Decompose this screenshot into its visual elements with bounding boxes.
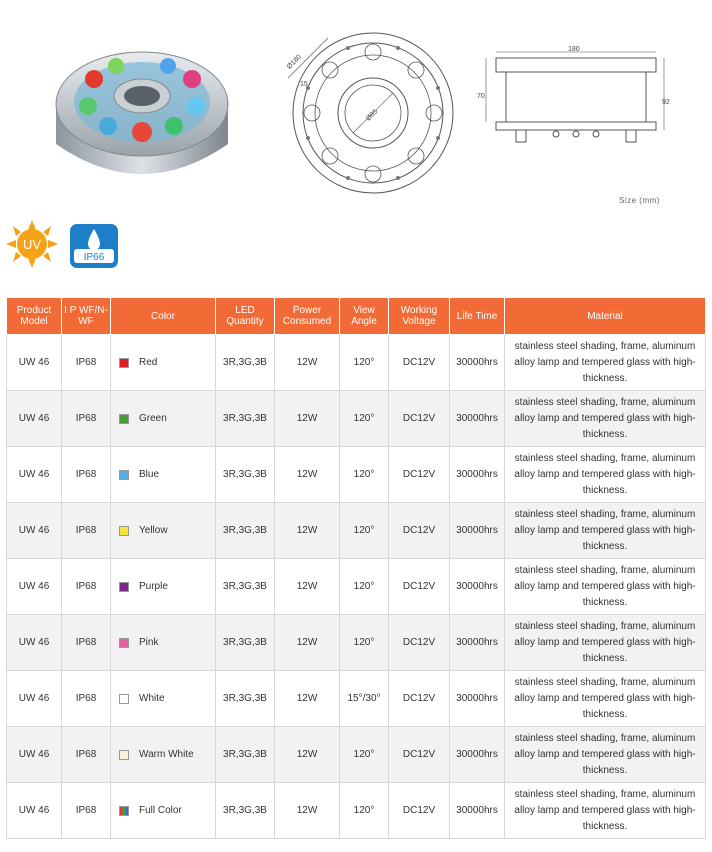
color-cell [111, 783, 216, 839]
ip-label: IP66 [83, 252, 105, 263]
angle-cell: 120° [340, 727, 389, 783]
life-cell: 30000hrs [450, 783, 505, 839]
front-view-drawing [278, 18, 468, 208]
color-label: Purple [139, 581, 168, 592]
angle-cell: 15°/30° [340, 671, 389, 727]
color-cell [111, 335, 216, 391]
led-cell: 3R,3G,3B [216, 447, 275, 503]
product-photo [36, 34, 248, 204]
color-swatch [119, 694, 129, 704]
life-cell: 30000hrs [450, 615, 505, 671]
voltage-cell: DC12V [389, 671, 450, 727]
led-cell: 3R,3G,3B [216, 559, 275, 615]
header-material: Material [505, 298, 706, 335]
voltage-cell: DC12V [389, 391, 450, 447]
color-label: Full Color [139, 805, 182, 816]
voltage-cell: DC12V [389, 727, 450, 783]
life-cell: 30000hrs [450, 335, 505, 391]
header-model: Product Model [7, 298, 62, 335]
model-cell: UW 46 [7, 447, 62, 503]
power-cell: 12W [275, 727, 340, 783]
dim-diameter-inner: Ø85 [365, 108, 380, 123]
color-label: Red [139, 357, 158, 368]
table-row [7, 727, 706, 783]
header-ip: I P WF/N-WF [62, 298, 111, 335]
angle-cell: 120° [340, 615, 389, 671]
material-cell: stainless steel shading, frame, aluminum alloy lamp and tempered glass with high-thickness. [505, 447, 706, 503]
table-row [7, 671, 706, 727]
color-label: Yellow [139, 525, 168, 536]
power-cell: 12W [275, 671, 340, 727]
color-label: Green [139, 413, 167, 424]
model-cell: UW 46 [7, 727, 62, 783]
life-cell: 30000hrs [450, 447, 505, 503]
color-swatch [119, 582, 129, 592]
uv-icon [4, 218, 60, 270]
header-power: Power Consumed [275, 298, 340, 335]
table-row [7, 503, 706, 559]
color-swatch [119, 470, 129, 480]
product-header [0, 0, 712, 290]
led-cell: 3R,3G,3B [216, 391, 275, 447]
angle-cell: 120° [340, 559, 389, 615]
color-label: Warm White [139, 749, 194, 760]
voltage-cell: DC12V [389, 559, 450, 615]
ip-cell: IP68 [62, 447, 111, 503]
material-cell: stainless steel shading, frame, aluminum alloy lamp and tempered glass with high-thickness. [505, 335, 706, 391]
table-row [7, 559, 706, 615]
model-cell: UW 46 [7, 615, 62, 671]
color-label: White [139, 693, 165, 704]
ip-cell: IP68 [62, 671, 111, 727]
dim-height-inner: 70 [477, 93, 485, 100]
power-cell: 12W [275, 447, 340, 503]
table-header-row [7, 298, 706, 335]
voltage-cell: DC12V [389, 783, 450, 839]
ip-cell: IP68 [62, 727, 111, 783]
color-cell [111, 727, 216, 783]
dim-width: 180 [568, 46, 580, 53]
power-cell: 12W [275, 615, 340, 671]
power-cell: 12W [275, 503, 340, 559]
life-cell: 30000hrs [450, 559, 505, 615]
material-cell: stainless steel shading, frame, aluminum alloy lamp and tempered glass with high-thickness. [505, 559, 706, 615]
voltage-cell: DC12V [389, 335, 450, 391]
led-cell: 3R,3G,3B [216, 671, 275, 727]
angle-cell: 120° [340, 503, 389, 559]
color-cell [111, 559, 216, 615]
ip-cell: IP68 [62, 615, 111, 671]
header-life: Life Time [450, 298, 505, 335]
color-label: Pink [139, 637, 159, 648]
material-cell: stainless steel shading, frame, aluminum alloy lamp and tempered glass with high-thickness. [505, 503, 706, 559]
ip-cell: IP68 [62, 391, 111, 447]
material-cell: stainless steel shading, frame, aluminum alloy lamp and tempered glass with high-thickness. [505, 671, 706, 727]
ip-cell: IP68 [62, 503, 111, 559]
color-swatch [119, 358, 129, 368]
led-cell: 3R,3G,3B [216, 503, 275, 559]
header-color: Color [111, 298, 216, 335]
ip-cell: IP68 [62, 335, 111, 391]
angle-cell: 120° [340, 447, 389, 503]
ip-rating-icon [68, 222, 120, 270]
material-cell: stainless steel shading, frame, aluminum alloy lamp and tempered glass with high-thickness. [505, 615, 706, 671]
color-swatch [119, 414, 129, 424]
angle-cell: 120° [340, 335, 389, 391]
model-cell: UW 46 [7, 783, 62, 839]
power-cell: 12W [275, 783, 340, 839]
ip-cell: IP68 [62, 559, 111, 615]
voltage-cell: DC12V [389, 447, 450, 503]
model-cell: UW 46 [7, 391, 62, 447]
ip-cell: IP68 [62, 783, 111, 839]
table-row [7, 335, 706, 391]
power-cell: 12W [275, 335, 340, 391]
color-label: Blue [139, 469, 160, 480]
header-angle: View Angle [340, 298, 389, 335]
uv-label: UV [22, 237, 42, 252]
life-cell: 30000hrs [450, 727, 505, 783]
color-swatch [119, 526, 129, 536]
table-row [7, 391, 706, 447]
angle-cell: 120° [340, 783, 389, 839]
dim-diameter-outer: Ø180 [285, 53, 304, 71]
model-cell: UW 46 [7, 503, 62, 559]
angle-cell: 120° [340, 391, 389, 447]
table-row [7, 447, 706, 503]
color-swatch [119, 638, 129, 648]
life-cell: 30000hrs [450, 503, 505, 559]
life-cell: 30000hrs [450, 671, 505, 727]
voltage-cell: DC12V [389, 615, 450, 671]
power-cell: 12W [275, 559, 340, 615]
material-cell: stainless steel shading, frame, aluminum alloy lamp and tempered glass with high-thickness. [505, 391, 706, 447]
model-cell: UW 46 [7, 335, 62, 391]
led-cell: 3R,3G,3B [216, 615, 275, 671]
voltage-cell: DC12V [389, 503, 450, 559]
led-cell: 3R,3G,3B [216, 335, 275, 391]
table-row [7, 783, 706, 839]
material-cell: stainless steel shading, frame, aluminum alloy lamp and tempered glass with high-thickness. [505, 783, 706, 839]
color-swatch [119, 750, 129, 760]
color-cell [111, 615, 216, 671]
led-cell: 3R,3G,3B [216, 783, 275, 839]
side-view-drawing [476, 46, 676, 154]
header-voltage: Working Voltage [389, 298, 450, 335]
model-cell: UW 46 [7, 671, 62, 727]
color-cell [111, 503, 216, 559]
color-cell [111, 391, 216, 447]
dim-offset: 15 [300, 81, 308, 88]
spec-table [6, 297, 706, 839]
material-cell: stainless steel shading, frame, aluminum alloy lamp and tempered glass with high-thickness. [505, 727, 706, 783]
header-led: LED Quantity [216, 298, 275, 335]
size-unit-label: Size (mm) [619, 196, 660, 205]
color-swatch [119, 806, 129, 816]
dim-height-total: 92 [662, 99, 670, 106]
color-cell [111, 447, 216, 503]
color-cell [111, 671, 216, 727]
model-cell: UW 46 [7, 559, 62, 615]
led-cell: 3R,3G,3B [216, 727, 275, 783]
power-cell: 12W [275, 391, 340, 447]
life-cell: 30000hrs [450, 391, 505, 447]
table-row [7, 615, 706, 671]
